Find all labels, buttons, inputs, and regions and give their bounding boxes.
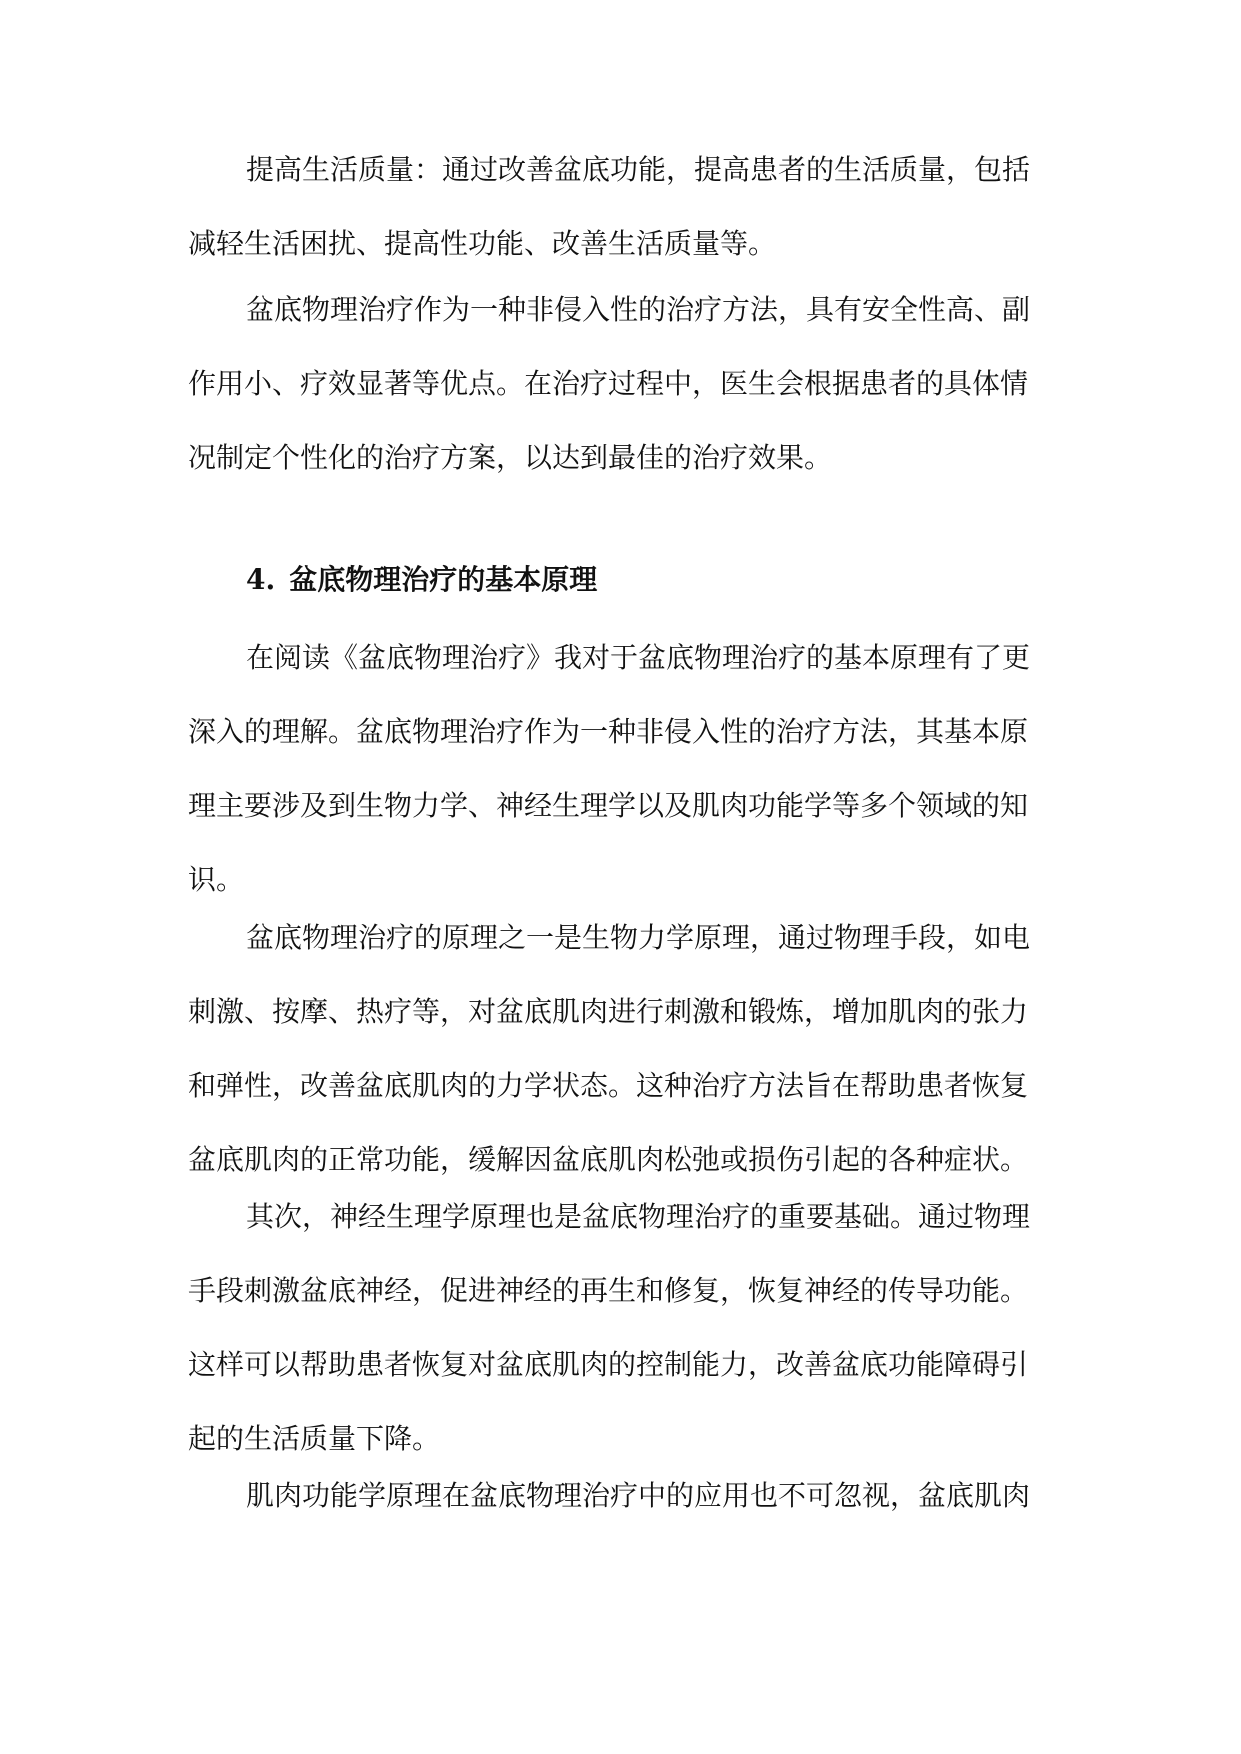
text-line: 盆底物理治疗作为一种非侵入性的治疗方法，具有安全性高、副 [246,293,1031,326]
text-line: 深入的理解。盆底物理治疗作为一种非侵入性的治疗方法，其基本原 [188,715,1029,748]
paragraph-quality-of-life [188,133,1048,281]
section-number: 4. [246,563,276,596]
text-line: 提高生活质量：通过改善盆底功能，提高患者的生活质量，包括 [246,153,1031,186]
paragraph-neurophysiology [188,1180,1048,1476]
text-line: 理主要涉及到生物力学、神经生理学以及肌肉功能学等多个领域的知 [188,789,1029,822]
text-line: 其次，神经生理学原理也是盆底物理治疗的重要基础。通过物理 [246,1200,1031,1233]
paragraph-therapy-advantages [188,273,1048,495]
paragraph-biomechanics [188,901,1048,1197]
text-line: 作用小、疗效显著等优点。在治疗过程中，医生会根据患者的具体情 [188,367,1029,400]
text-line: 和弹性，改善盆底肌肉的力学状态。这种治疗方法旨在帮助患者恢复 [188,1069,1029,1102]
text-line: 手段刺激盆底神经，促进神经的再生和修复，恢复神经的传导功能。 [188,1274,1029,1307]
text-line: 刺激、按摩、热疗等，对盆底肌肉进行刺激和锻炼，增加肌肉的张力 [188,995,1029,1028]
text-line: 盆底物理治疗的原理之一是生物力学原理，通过物理手段，如电 [246,921,1031,954]
text-line: 减轻生活困扰、提高性功能、改善生活质量等。 [188,227,777,260]
text-line: 识。 [188,863,245,896]
text-line: 肌肉功能学原理在盆底物理治疗中的应用也不可忽视，盆底肌肉 [246,1479,1031,1512]
text-line: 在阅读《盆底物理治疗》我对于盆底物理治疗的基本原理有了更 [246,641,1031,674]
paragraph-muscle-function [188,1459,1048,1533]
text-line: 盆底肌肉的正常功能，缓解因盆底肌肉松弛或损伤引起的各种症状。 [188,1143,1029,1176]
text-line: 这样可以帮助患者恢复对盆底肌肉的控制能力，改善盆底功能障碍引 [188,1348,1029,1381]
section-title: 盆底物理治疗的基本原理 [289,563,598,596]
section-heading [246,553,597,607]
text-line: 况制定个性化的治疗方案，以达到最佳的治疗效果。 [188,441,833,474]
paragraph-basic-principles [188,621,1048,917]
text-line: 起的生活质量下降。 [188,1422,441,1455]
